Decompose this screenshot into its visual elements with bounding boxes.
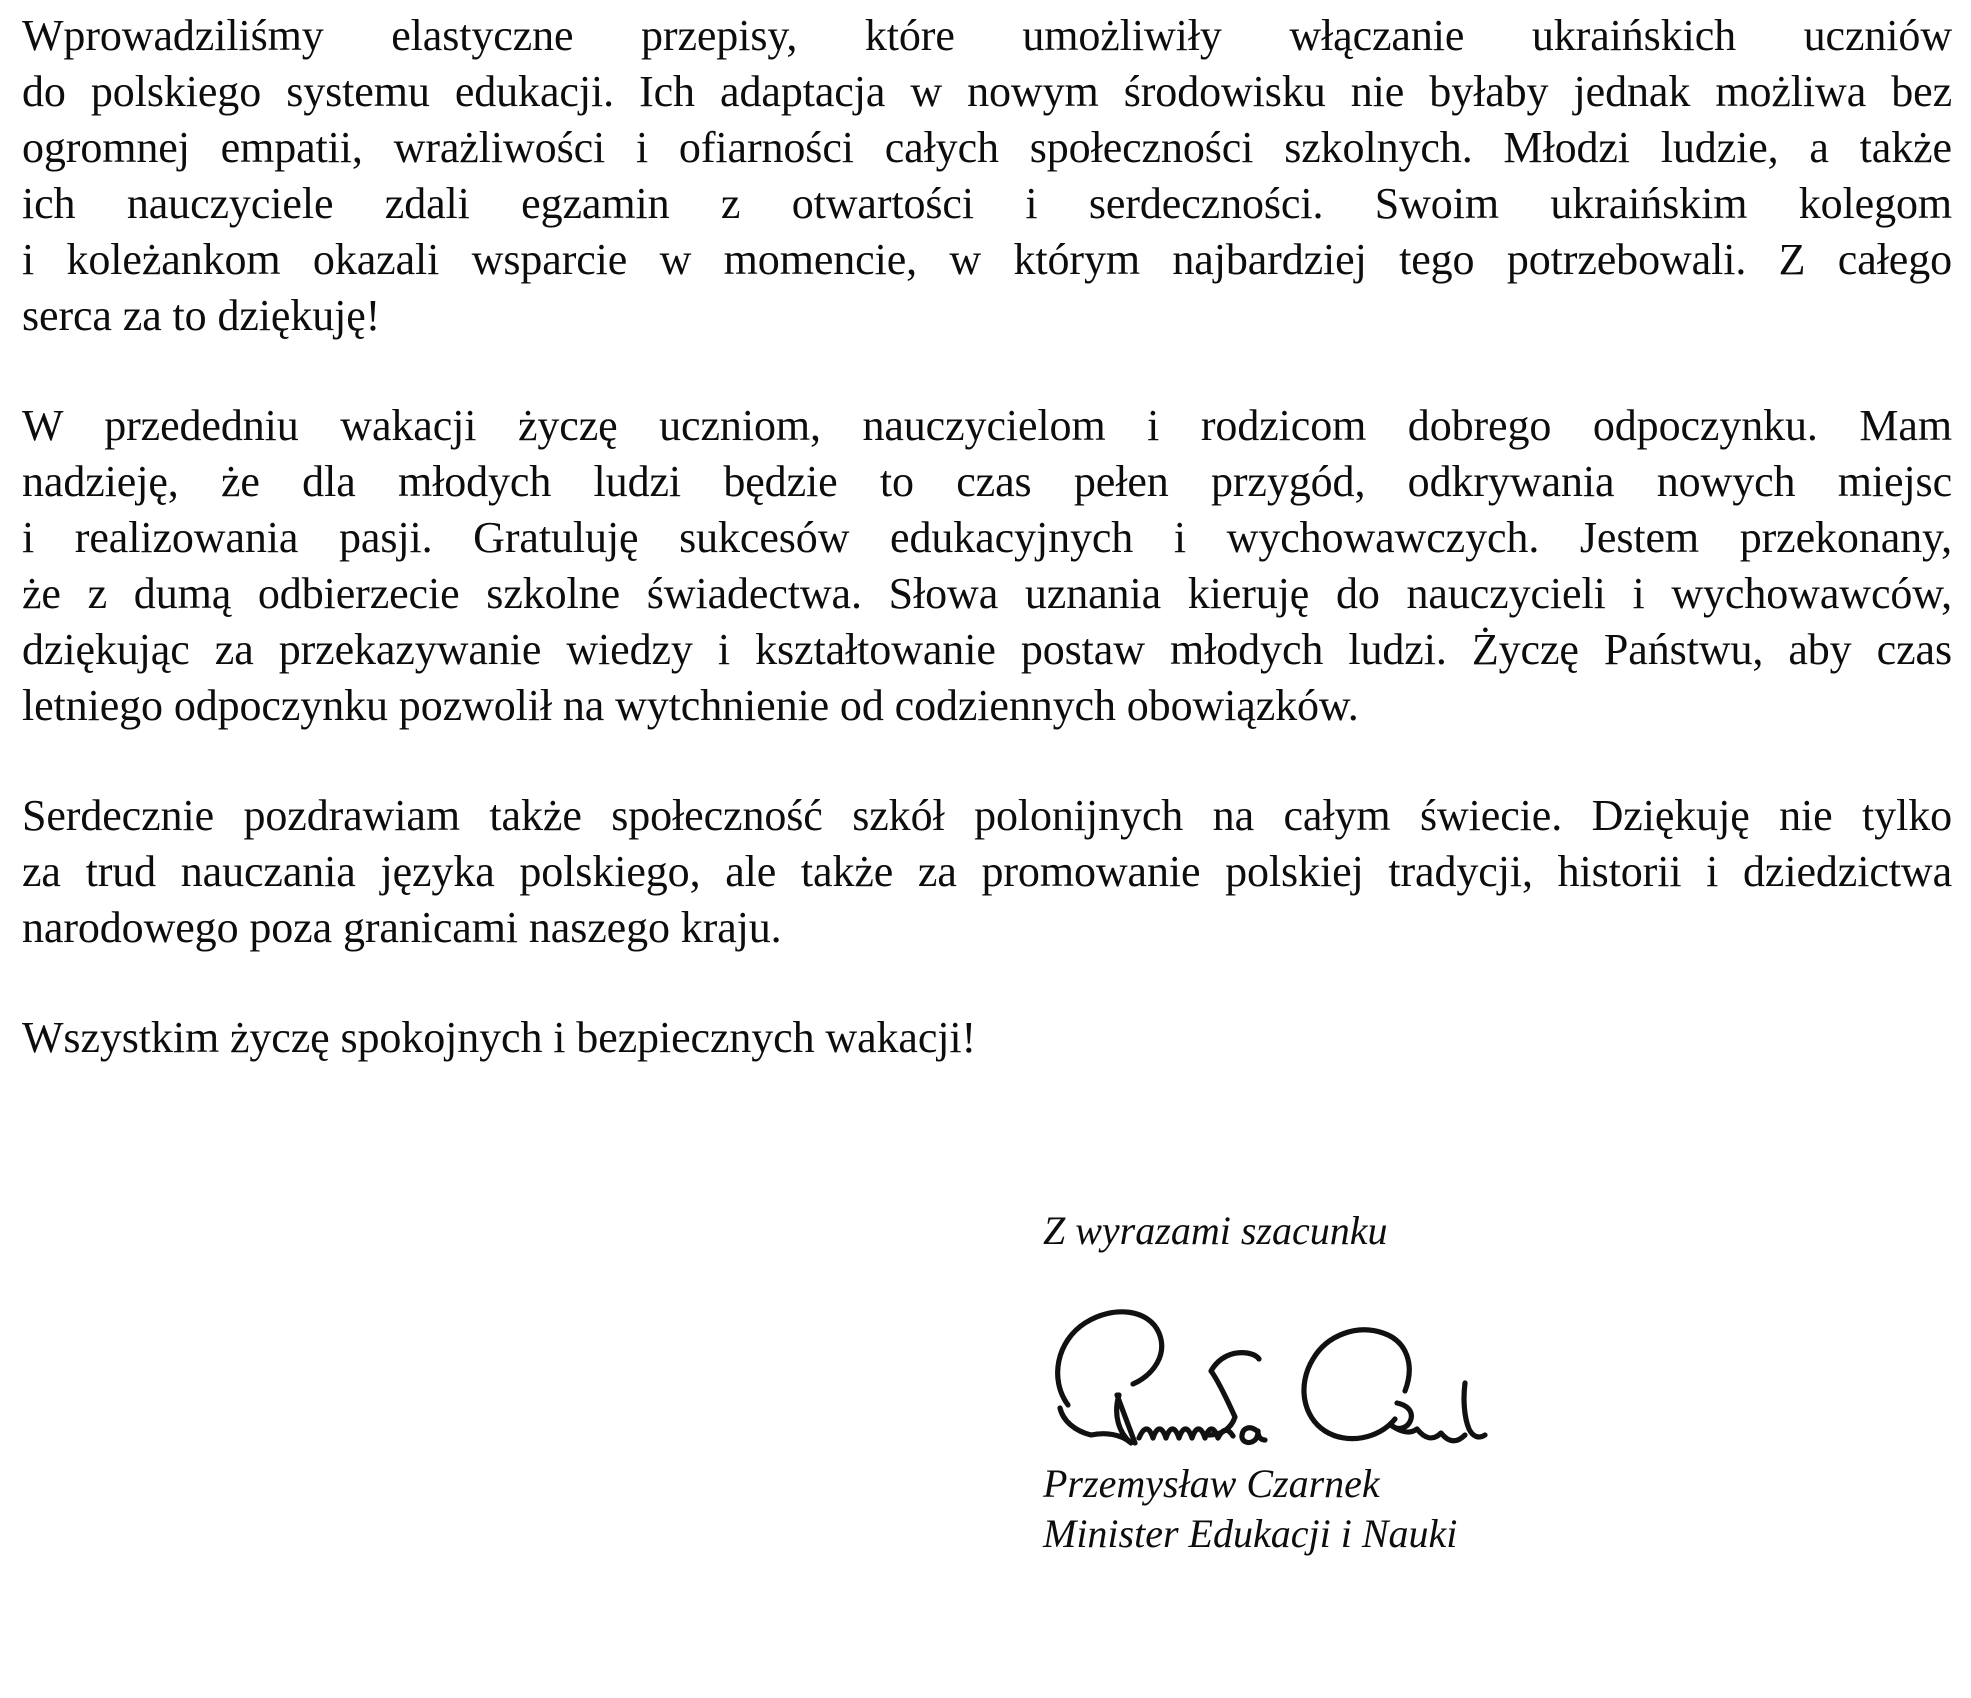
paragraph-1-line-6: serca za to dziękuję! — [22, 291, 381, 340]
paragraph-2-line-3: i realizowania pasji. Gratuluję sukcesów edukacyjnych i wychowawczych. Jestem przekonany, — [22, 513, 1952, 562]
paragraph-1-line-1: Wprowadziliśmy elastyczne przepisy, które umożliwiły włączanie ukraińskich uczniów — [22, 11, 1952, 60]
signature-block — [1043, 1205, 1743, 1559]
paragraph-1-line-3: ogromnej empatii, wrażliwości i ofiarności całych społeczności szkolnych. Młodzi ludzie, a także — [22, 123, 1952, 172]
paragraph-3-line-2: za trud nauczania języka polskiego, ale także za promowanie polskiej tradycji, historii i dziedzictwa — [22, 847, 1952, 896]
paragraph-2-line-4: że z dumą odbierzecie szkolne świadectwa. Słowa uznania kieruję do nauczycieli i wychowawców, — [22, 569, 1952, 618]
signer-title: Minister Edukacji i Nauki — [1043, 1511, 1458, 1556]
paragraph-2-line-5: dziękując za przekazywanie wiedzy i kształtowanie postaw młodych ludzi. Życzę Państwu, aby czas — [22, 625, 1952, 674]
letter-body — [22, 8, 1952, 1120]
paragraph-1 — [22, 8, 1952, 344]
handwritten-signature-icon — [1013, 1283, 1533, 1453]
paragraph-4 — [22, 1010, 1952, 1066]
paragraph-2-line-6: letniego odpoczynku pozwolił na wytchnienie od codziennych obowiązków. — [22, 681, 1359, 730]
paragraph-1-line-5: i koleżankom okazali wsparcie w momencie, w którym najbardziej tego potrzebowali. Z całego — [22, 235, 1952, 284]
closing-salutation: Z wyrazami szacunku — [1043, 1208, 1388, 1253]
paragraph-1-line-2: do polskiego systemu edukacji. Ich adaptacja w nowym środowisku nie byłaby jednak możliwa bez — [22, 67, 1952, 116]
paragraph-3-line-1: Serdecznie pozdrawiam także społeczność szkół polonijnych na całym świecie. Dziękuję nie tylko — [22, 791, 1952, 840]
paragraph-2 — [22, 398, 1952, 734]
paragraph-3 — [22, 788, 1952, 956]
paragraph-4-line-1: Wszystkim życzę spokojnych i bezpiecznych wakacji! — [22, 1013, 977, 1062]
paragraph-3-line-3: narodowego poza granicami naszego kraju. — [22, 903, 782, 952]
paragraph-1-line-4: ich nauczyciele zdali egzamin z otwartości i serdeczności. Swoim ukraińskim kolegom — [22, 179, 1952, 228]
paragraph-2-line-2: nadzieję, że dla młodych ludzi będzie to czas pełen przygód, odkrywania nowych miejsc — [22, 457, 1952, 506]
signer-name: Przemysław Czarnek — [1043, 1461, 1380, 1506]
paragraph-2-line-1: W przededniu wakacji życzę uczniom, nauczycielom i rodzicom dobrego odpoczynku. Mam — [22, 401, 1952, 450]
